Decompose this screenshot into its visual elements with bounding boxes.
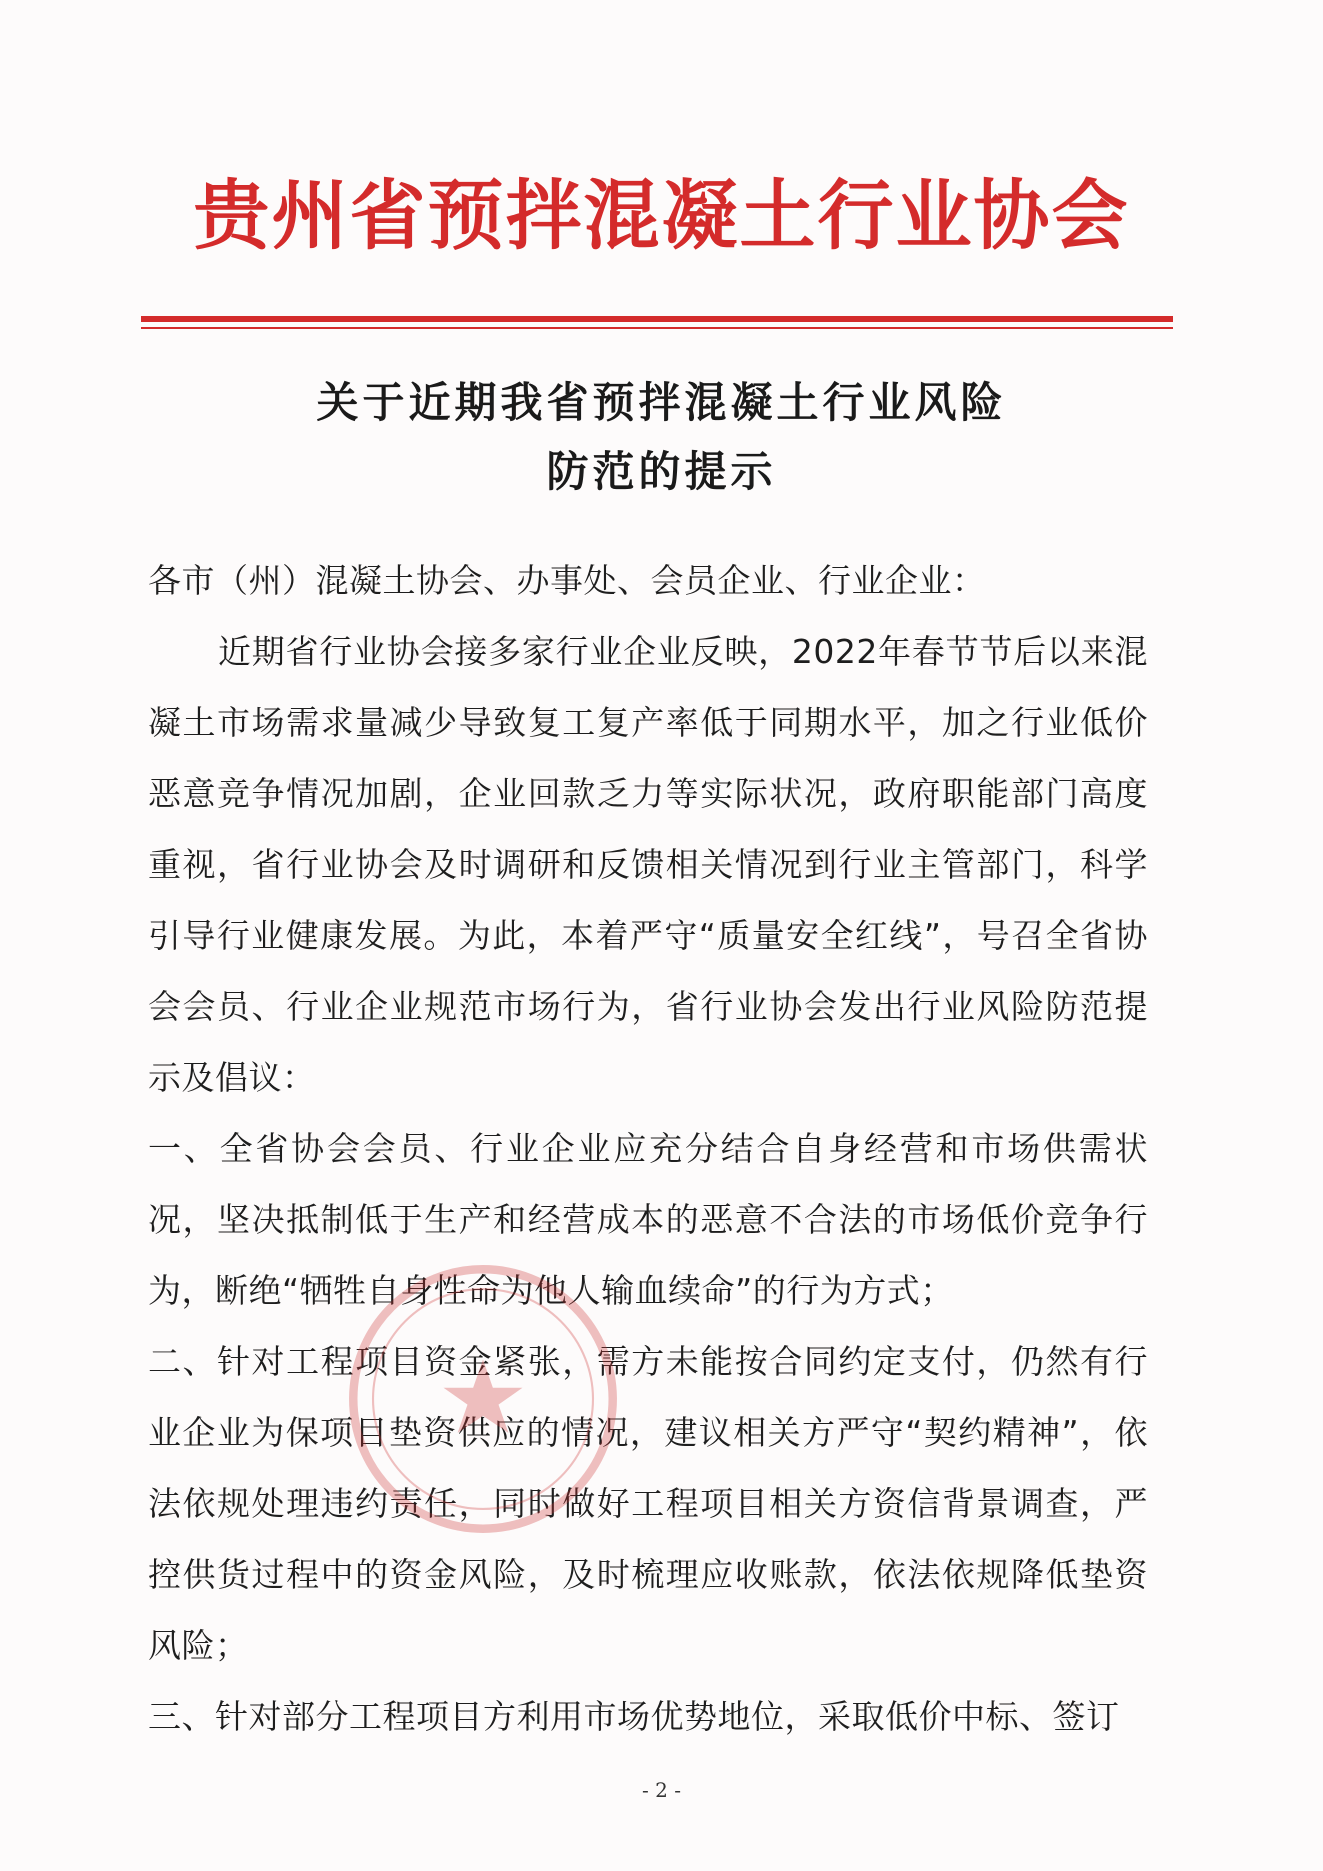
intro-paragraph: 近期省行业协会接多家行业企业反映，2022年春节节后以来混凝土市场需求量减少导致复工复产率低于同期水平，加之行业低价恶意竞争情况加剧，企业回款乏力等实际状况，政府职能部门高度重视，省行业协会及时调研和反馈相关情况到行业主管部门，科学引导行业健康发展。为此，本着严守“质量安全红线”，号召全省协会会员、行业企业规范市场行为，省行业协会发出行业风险防范提示及倡议： [148,632,1148,1097]
document-title-line-1: 关于近期我省预拌混凝土行业风险 [316,378,1007,427]
page-number: - 2 - [642,1778,681,1802]
item-one-paragraph: 一、全省协会会员、行业企业应充分结合自身经营和市场供需状况，坚决抵制低于生产和经营成本的恶意不合法的市场低价竞争行为，断绝“牺牲自身性命为他人输血续命”的行为方式； [148,1129,1148,1310]
item-three-paragraph: 三、针对部分工程项目方利用市场优势地位，采取低价中标、签订 [148,1697,1120,1736]
document-title-line-2: 防范的提示 [546,447,777,496]
header-divider-thick [141,316,1173,322]
document-body [148,545,1148,1752]
item-two-paragraph: 二、针对工程项目资金紧张，需方未能按合同约定支付，仍然有行业企业为保项目垫资供应的情况，建议相关方严守“契约精神”，依法依规处理违约责任，同时做好工程项目相关方资信背景调查，严控供货过程中的资金风险，及时梳理应收账款，依法依规降低垫资风险； [148,1342,1148,1665]
organization-header: 贵州省预拌混凝土行业协会 [193,171,1130,260]
header-divider-thin [141,327,1173,329]
salutation: 各市（州）混凝土协会、办事处、会员企业、行业企业： [148,561,986,600]
